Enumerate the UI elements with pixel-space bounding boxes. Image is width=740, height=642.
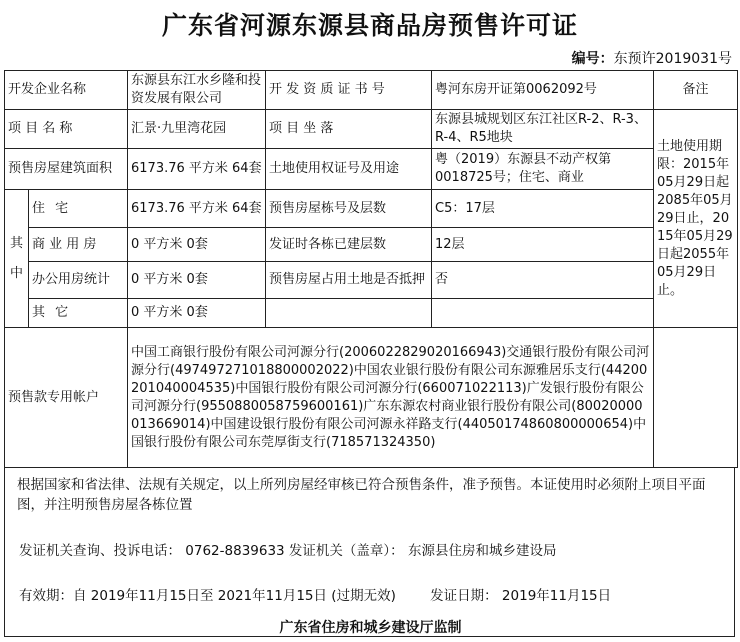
office-value: 0 平方米 0套 xyxy=(128,262,266,299)
building-floors-label: 预售房屋栋号及层数 xyxy=(266,190,432,228)
developer-value: 东源县东江水乡隆和投资发展有限公司 xyxy=(128,71,266,110)
other-label: 其 它 xyxy=(29,299,128,328)
land-mortgage-value: 否 xyxy=(432,262,654,299)
permit-table xyxy=(4,70,738,468)
built-floors-value: 12层 xyxy=(432,228,654,262)
escrow-account-label: 预售款专用帐户 xyxy=(5,328,128,468)
land-certificate-value: 粤（2019）东源县不动产权第0018725号；住宅、商业 xyxy=(432,149,654,190)
empty-cell xyxy=(266,299,432,328)
certificate-footer xyxy=(4,467,735,637)
project-name-value: 汇景·九里湾花园 xyxy=(128,110,266,149)
land-certificate-label: 土地使用权证号及用途 xyxy=(266,149,432,190)
developer-label: 开发企业名称 xyxy=(5,71,128,110)
remark-value: 土地使用期限：2015年05月29日起2085年05月29日止，2015年05月29日起2055年05月29日止。 xyxy=(654,110,738,328)
other-value: 0 平方米 0套 xyxy=(128,299,266,328)
page-title: 广东省河源东源县商品房预售许可证 xyxy=(161,11,578,40)
residential-label: 住 宅 xyxy=(29,190,128,228)
certificate-number-label: 编号： xyxy=(571,51,614,67)
commercial-label: 商 业 用 房 xyxy=(29,228,128,262)
qualification-label: 开 发 资 质 证 书 号 xyxy=(266,71,432,110)
land-mortgage-label: 预售房屋占用土地是否抵押 xyxy=(266,262,432,299)
supervisor-line: 广东省住房和城乡建设厅监制 xyxy=(279,620,462,636)
residential-value: 6173.76 平方米 64套 xyxy=(128,190,266,228)
certificate-number xyxy=(572,48,732,68)
among-which-char-1: 其 xyxy=(9,235,23,251)
presale-area-value: 6173.76 平方米 64套 xyxy=(128,149,266,190)
project-location-value: 东源县城规划区东江社区R-2、R-3、R-4、R5地块 xyxy=(432,110,654,149)
issue-date: 发证日期： 2019年11月15日 xyxy=(430,588,612,604)
built-floors-label: 发证时各栋已建层数 xyxy=(266,228,432,262)
building-floors-value: C5：17层 xyxy=(432,190,654,228)
among-which-char-2: 中 xyxy=(9,265,23,281)
qualification-value: 粤河东房开证第0062092号 xyxy=(432,71,654,110)
office-label: 办公用房统计 xyxy=(29,262,128,299)
validity-period: 有效期：自 2019年11月15日至 2021年11月15日 (过期无效) xyxy=(19,588,396,604)
escrow-account-value: 中国工商银行股份有限公司河源分行(2006022829020166943)交通银行股份有限公司河源分行(497497271018800002022)中国农业银行股份有限公司东源雅居乐支行(44200201040004535)中国银行股份有限公司河源分行(660071022113)广发银行股份有限公司河源分行(9550880058759600161)广东东源农村商业银行股份有限公司(80020000013669014)中国建设银行股份有限公司河源永祥路支行(44050174860800000654)中国银行股份有限公司东莞厚街支行(718571324350) xyxy=(128,328,654,468)
empty-cell xyxy=(654,328,738,468)
among-which-label xyxy=(5,190,29,328)
presale-area-label: 预售房屋建筑面积 xyxy=(5,149,128,190)
project-location-label: 项 目 坐 落 xyxy=(266,110,432,149)
contact-line: 发证机关查询、投诉电话： 0762-8839633 发证机关（盖章）： 东源县住房和城乡建设局 xyxy=(19,543,557,559)
approval-statement: 根据国家和省法律、法规有关规定，以上所列房屋经审核已符合预售条件，准予预售。本证使用时必须附上项目平面图，并注明预售房屋各栋位置 xyxy=(17,477,706,513)
project-name-label: 项 目 名 称 xyxy=(5,110,128,149)
certificate-number-value: 东预许2019031号 xyxy=(613,51,732,67)
commercial-value: 0 平方米 0套 xyxy=(128,228,266,262)
remark-label: 备注 xyxy=(654,71,738,110)
empty-cell xyxy=(432,299,654,328)
validity-line xyxy=(19,584,611,604)
